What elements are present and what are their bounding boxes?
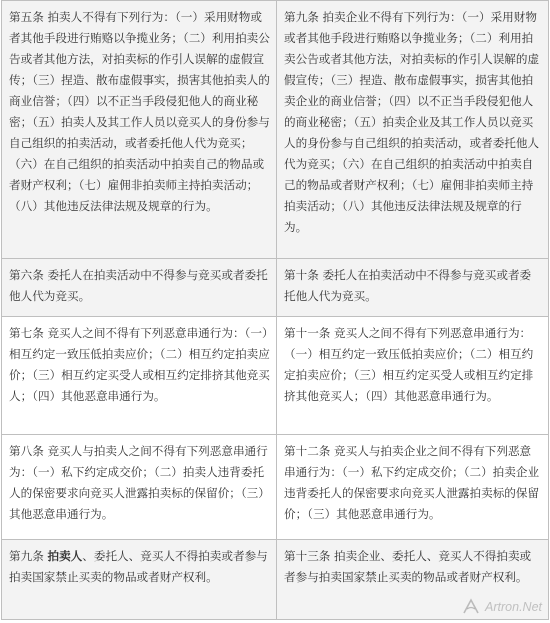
table-row (2, 259, 549, 317)
left-cell (2, 540, 277, 620)
right-cell: 第十一条 竞买人之间不得有下列恶意串通行为：（一）相互约定一致压低拍卖应价；（二）相互约定拍卖应价；（三）相互约定买受人或相互约定排挤其他竞买人；（四）其他恶意串通行为。 (277, 317, 549, 435)
left-cell: 第七条 竞买人之间不得有下列恶意串通行为：（一）相互约定一致压低拍卖应价；（二）相互约定拍卖应价；（三）相互约定买受人或相互约定排挤其他竞买人；（四）其他恶意串通行为。 (2, 317, 277, 435)
left-cell-rest: 、委托人、竞买人不得拍卖或者参与拍卖国家禁止买卖的物品或者财产权利。 (9, 549, 268, 584)
table-row (2, 435, 549, 540)
regulation-comparison-table (1, 0, 549, 620)
table-row (2, 540, 549, 620)
left-cell-bold-term: 拍卖人 (47, 549, 83, 563)
right-cell: 第十条 委托人在拍卖活动中不得参与竞买或者委托他人代为竞买。 (277, 259, 549, 317)
left-cell: 第八条 竞买人与拍卖人之间不得有下列恶意串通行为：（一）私下约定成交价；（二）拍卖人违背委托人的保密要求向竞买人泄露拍卖标的保留价；（三）其他恶意串通行为。 (2, 435, 277, 540)
right-cell: 第九条 拍卖企业不得有下列行为：（一）采用财物或者其他手段进行贿赂以争揽业务；（二）利用拍卖公告或者其他方法，对拍卖标的作引人误解的虚假宣传；（三）捏造、散布虚假事实，损害其他拍卖企业的商业信誉；（四）以不正当手段侵犯他人的商业秘密；（五）拍卖企业及其工作人员以竞买人的身份参与自己组织的拍卖活动，或者委托他人代为竞买；（六）在自己组织的拍卖活动中拍卖自己的物品或者财产权利；（七）雇佣非拍卖师主持拍卖活动；（八）其他违反法律法规及规章的行为。 (277, 1, 549, 259)
left-cell: 第五条 拍卖人不得有下列行为：（一）采用财物或者其他手段进行贿赂以争揽业务；（二）利用拍卖公告或者其他方法，对拍卖标的作引人误解的虚假宣传；（三）捏造、散布虚假事实，损害其他拍卖人的商业信誉；（四）以不正当手段侵犯他人的商业秘密；（五）拍卖人及其工作人员以竞买人的身份参与自己组织的拍卖活动，或者委托他人代为竞买；（六）在自己组织的拍卖活动中拍卖自己的物品或者财产权利；（七）雇佣非拍卖师主持拍卖活动；（八）其他违反法律法规及规章的行为。 (2, 1, 277, 259)
left-cell-prefix: 第九条 (9, 549, 48, 563)
right-cell: 第十三条 拍卖企业、委托人、竞买人不得拍卖或者参与拍卖国家禁止买卖的物品或者财产权利。 (277, 540, 549, 620)
left-cell: 第六条 委托人在拍卖活动中不得参与竞买或者委托他人代为竞买。 (2, 259, 277, 317)
table-row (2, 317, 549, 435)
table-row (2, 1, 549, 259)
right-cell: 第十二条 竞买人与拍卖企业之间不得有下列恶意串通行为：（一）私下约定成交价；（二）拍卖企业违背委托人的保密要求向竞买人泄露拍卖标的保留价；（三）其他恶意串通行为。 (277, 435, 549, 540)
watermark-text: Artron.Net (485, 600, 542, 614)
